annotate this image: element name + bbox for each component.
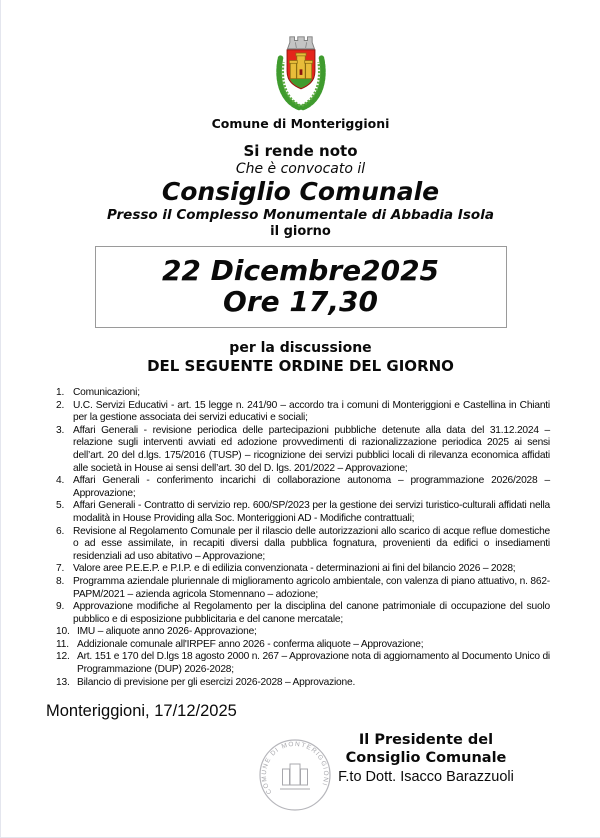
date-box	[95, 246, 507, 328]
signature-block	[319, 731, 533, 785]
notice-intro: Si rende noto	[243, 142, 358, 160]
signer-name: F.to Dott. Isacco Barazzuoli	[338, 769, 514, 786]
agenda-list	[56, 387, 550, 689]
agenda-item: Revisione al Regolamento Comunale per il rilascio delle autorizzazioni allo scarico di acque reflue domestiche o ad esse assimilate, in recapiti diversi dalla pubblica fognatura, provenienti da edifici o insediamenti residenziali ad uso abitativo – Approvazione;	[73, 525, 550, 562]
council-title: Consiglio Comunale	[161, 177, 440, 206]
agenda-item: Affari Generali - Contratto di servizio rep. 600/SP/2023 per la gestione dei servizi turistico-culturali affidati nella modalità in House Providing alla Soc. Monteriggioni AD - Modifiche contrattuali;	[73, 500, 550, 524]
agenda-item: U.C. Servizi Educativi - art. 15 legge n. 241/90 – accordo tra i comuni di Monteriggioni e Castellina in Chianti per la gestione associata dei servizi educativi e sociali;	[73, 399, 550, 424]
agenda-item: Affari Generali - revisione periodica delle partecipazioni pubbliche detenute alla data del 31.12.2024 – relazione sugli interventi avviati ed adozione provvedimenti di razionalizzazione periodica 2025 ai sensi dell’art. 20 del d.lgs. 175/2016 (TUSP) – ricognizione dei servizi pubblici locali di rilevanza economica affidati alle società in House ai sensi dell’art. 30 del D. lgs. 201/2022 – Approvazione;	[73, 424, 550, 474]
notice-subintro: Che è convocato il	[235, 161, 366, 177]
day-label: il giorno	[270, 224, 331, 239]
agenda-title: DEL SEGUENTE ORDINE DEL GIORNO	[147, 357, 454, 375]
meeting-time: Ore 17,30	[223, 285, 378, 318]
place-date: Monteriggioni, 17/12/2025	[46, 702, 237, 721]
municipality-name: Comune di Monteriggioni	[211, 116, 390, 131]
venue-line: Presso il Complesso Monumentale di Abbadia Isola	[107, 207, 494, 223]
agenda-item: Addizionale comunale all'IRPEF anno 2026 - conferma aliquote – Approvazione;	[77, 638, 424, 650]
agenda-item: Art. 151 e 170 del D.lgs 18 agosto 2000 n. 267 – Approvazione nota di aggiornamento al Documento Unico di Programmazione (DUP) 2026-2028;	[77, 651, 550, 676]
signature-section	[1, 723, 600, 833]
meeting-date: 22 Dicembre2025	[161, 254, 440, 287]
agenda-item: IMU – aliquote anno 2026- Approvazione;	[77, 626, 257, 638]
agenda-item: Comunicazioni;	[73, 387, 140, 398]
agenda-item: Affari Generali - conferimento incarichi di collaborazione autonoma – programmazione 2026/2028 – Approvazione;	[73, 475, 550, 499]
municipal-crest-icon	[269, 34, 333, 114]
agenda-item: Bilancio di previsione per gli esercizi 2026-2028 – Approvazione.	[77, 676, 356, 688]
agenda-item: Approvazione modifiche al Regolamento per la disciplina del canone patrimoniale di occupazione del suolo pubblico e di esposizione pubblicitaria e del canone mercatale;	[73, 601, 550, 625]
discussion-label: per la discussione	[229, 340, 372, 356]
president-title-line1: Il Presidente del	[358, 732, 494, 749]
agenda-item: Valore aree P.E.E.P. e P.I.P. e di edilizia convenzionata - determinazioni ai fini del bilancio 2026 – 2028;	[73, 563, 516, 575]
president-title-line2: Consiglio Comunale	[345, 750, 507, 767]
agenda-item: Programma aziendale pluriennale di miglioramento agricolo ambientale, con valenza di piano attuativo, n. 862-PAPM/2021 – azienda agricola Stomennano – adozione;	[73, 575, 550, 600]
stamp-text: COMUNE DI MONTERIGGIONI	[260, 741, 330, 796]
